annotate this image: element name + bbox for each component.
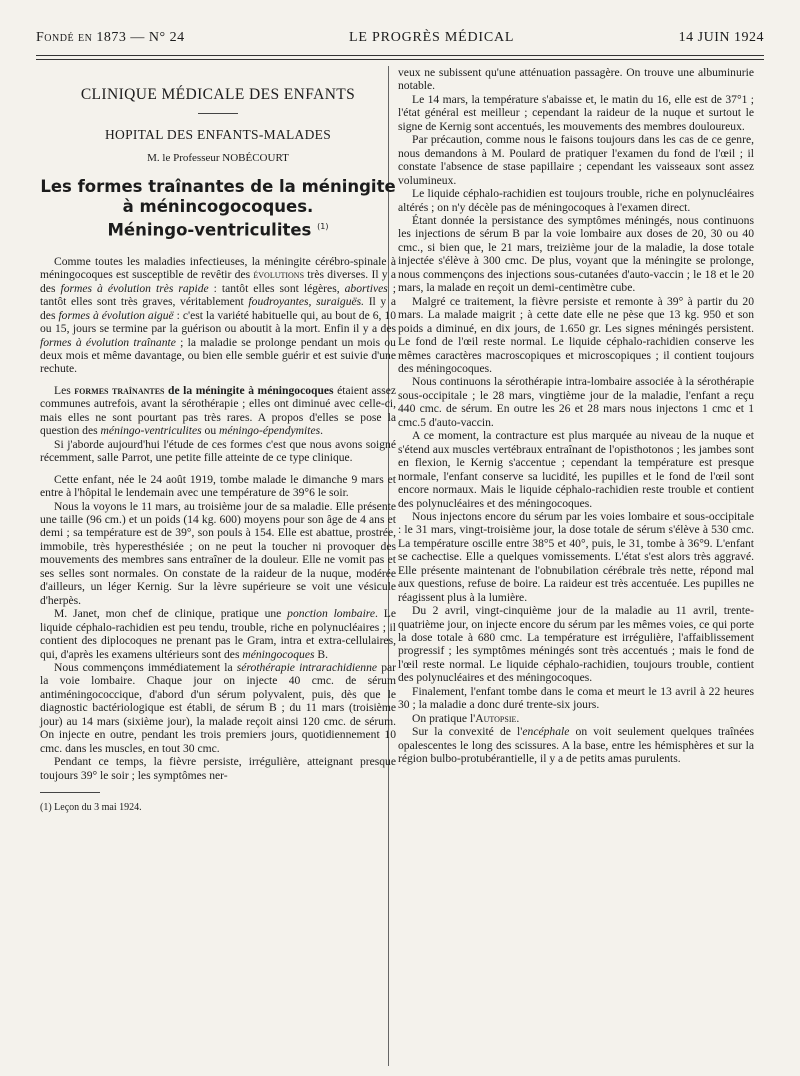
paragraph: A ce moment, la contracture est plus marquée au niveau de la nuque et s'étend aux muscles vertébraux entraînant de l'opisthotonos ; les jambes sont en flexion, le Kernig s'accentue ; cependant la température est presque normale, l'enfant conserve sa lucidité, les pupilles et le fond de l'œil sont encore normaux. Mais le liquide céphalo-rachidien reste trouble et contient des polynucléaires et des méningocoques.: [398, 429, 754, 510]
paragraph: Le liquide céphalo-rachidien est toujours trouble, riche en polynucléaires altérés ; on n'y décèle pas de méningocoques à l'examen direct.: [398, 187, 754, 214]
hospital-heading: HOPITAL DES ENFANTS-MALADES: [104, 127, 332, 143]
footnote: (1) Leçon du 3 mai 1924.: [40, 802, 142, 814]
paragraph: Par précaution, comme nous le faisons toujours dans les cas de ce genre, nous demandons à M. Poulard de pratiquer l'examen du fond de l'œil ; il constate l'absence de stase papillaire ; cependant les vaisseaux sont assez volumineux.: [398, 133, 754, 187]
left-column: [40, 66, 396, 815]
paragraph: Finalement, l'enfant tombe dans le coma et meurt le 13 avril à 22 heures 30 ; la maladie a donc duré trente-six jours.: [398, 684, 754, 712]
paragraph: On pratique l'Autopsie.: [412, 711, 520, 725]
running-header: [36, 30, 764, 52]
paragraph: Nous la voyons le 11 mars, au troisième jour de sa maladie. Elle présente une taille (96 cm.) et un poids (14 kg. 600) moyens pour son âge de 4 ans et demi ; sa température est de 39°, son pouls à 154. Elle est abattue, prostrée, immobile, très hyperesthésiée ; on ne peut la toucher ni provoquer des mouvements des membres sans entraîner de la douleur. Elle ne vomit pas et ses selles sont normales. On constate de la raideur de la nuque, modérée d'ailleurs, un léger Kernig. Sur la lèvre supérieure se voit une vésicule d'herpès.: [40, 499, 396, 607]
header-date: 14 JUIN 1924: [678, 30, 764, 45]
article-title-line2: à ménincogocoques.: [122, 197, 314, 217]
header-rule-top: [36, 55, 764, 56]
author-name: NOBÉCOURT: [222, 151, 289, 164]
paragraph: Nous commençons immédiatement la sérothérapie intrarachidienne par la voie lombaire. Chaque jour on injecte 40 cmc. de sérum antiméningococcique, d'abord d'un sérum polyvalent, puis, dès que le diagnostic bactériologique est établi, de sérum B ; du 11 mars (troisième jour) au 14 mars (sixième jour), la malade reçoit ainsi 120 cmc. de sérum. On injecte en outre, pendant les trois premiers jours, quotidiennement 10 cmc. dans les muscles, en tout 30 cmc.: [40, 661, 397, 755]
paragraph: Malgré ce traitement, la fièvre persiste et remonte à 39° à partir du 20 mars. La malade maigrit ; à cette date elle ne pèse que 13 kg. 950 et son poids a diminué, en dix jours, de 1.650 gr. Les signes méningés persistent. Le fond de l'œil reste normal. Le liquide céphalo-rachidien conserve les mêmes caractères macroscopiques et microscopiques ; il contient toujours des méningocoques.: [398, 294, 754, 375]
paragraph: Sur la convexité de l'encéphale on voit seulement quelques traînées opalescentes le long des scissures. A la base, entre les hémisphères et sur la région bulbo-protubérantielle, il y a de petits amas purulents.: [398, 725, 754, 766]
clinic-heading: CLINIQUE MÉDICALE DES ENFANTS: [80, 86, 356, 103]
paragraph: Cette enfant, née le 24 août 1919, tombe malade le dimanche 9 mars et entre à l'hôpital le lendemain avec une température de 39°6 le soir.: [40, 472, 396, 500]
heading-rule: [198, 113, 238, 114]
header-founded: Fondé en 1873 — N° 24: [36, 30, 185, 45]
paragraph: Les formes traînantes de la méningite à méningocoques étaient assez communes autrefois, avant la sérothérapie ; elles ont diminué avec celle-ci, mais elles ne sont pourtant pas très rares. A propos d'elles se pose la question des méningo-ventriculites ou méningo-épendymites.: [40, 383, 396, 438]
right-column: [398, 66, 754, 766]
paragraph: Comme toutes les maladies infectieuses, la méningite cérébro-spinale à méningocoques est susceptible de revêtir des évolutions très diverses. Il y a des formes à évolution très rapide : tantôt elles sont légères, abortives ; tantôt elles sont très graves, véritablement foudroyantes, suraiguës. Il y a des formes à évolution aiguë : c'est la variété habituelle qui, au bout de 6, 10 ou 15, jours se termine par la guérison ou aboutit à la mort. Enfin il y a des formes à évolution traînante ; la maladie se prolonge pendant un mois ou deux mois et même davantage, ou bien elle semble guérir et est suivie d'une rechute.: [40, 254, 397, 376]
paragraph: Étant donnée la persistance des symptômes méningés, nous continuons les injections de sérum B par la voie lombaire aux doses de 20, 30 ou 40 cmc., si bien que, le 21 mars, treizième jour de la maladie, la dose totale injectée s'élève à 300 cmc. De plus, voyant que la méningite se prolonge, nous commençons des injections sous-cutanées d'auto-vaccin ; le 18 et le 20 mars, la malade en reçoit un demi-centimètre cube.: [398, 213, 754, 295]
footnote-rule: [40, 792, 100, 793]
article-title-line1: Les formes traînantes de la méningite: [40, 177, 396, 197]
paragraph: M. Janet, mon chef de clinique, pratique une ponction lombaire. Le liquide céphalo-rachidien est peu tendu, trouble, riche en polynucléaires ; il contient des diplocoques ne prenant pas le Gram, intra et extra-cellulaires, qui, d'après les examens ultérieurs sont des méningocoques B.: [40, 607, 397, 661]
paragraph: Du 2 avril, vingt-cinquième jour de la maladie au 11 avril, trente-quatrième jour, on injecte encore du sérum par les mêmes voies, ce qui porte la dose totale à 680 cmc. La température est irrégulière, l'affaiblissement progressif ; les symptômes méningés sont très accentués ; mais le fond de l'œil reste normal. Le liquide céphalo-rachidien, toujours trouble, contient des polynucléaires et des méningocoques.: [398, 604, 754, 685]
paragraph: Nous injectons encore du sérum par les voies lombaire et sous-occipitale : le 31 mars, vingt-troisième jour, la dose totale de sérum s'élève à 530 cmc. La température oscille entre 38°5 et 40°, puis, le 31, tombe à 36°9. L'enfant se cachectise. Elle a quelques vomissements. L'état s'est alors très aggravé. Elle présente maintenant de l'obnubilation cérébrale très nette, répond mal aux questions, refuse de boire. La raideur est très accentuée. Les pupilles ne réagissent plus à la lumière.: [398, 509, 754, 604]
paragraph: Le 14 mars, la température s'abaisse et, le matin du 16, elle est de 37°1 ; l'état général est meilleur ; cependant la raideur de la nuque et surtout le signe de Kernig sont accentués, les mouvements des membres douloureux.: [398, 92, 754, 133]
header-journal-title: LE PROGRÈS MÉDICAL: [348, 30, 515, 45]
paragraph: Pendant ce temps, la fièvre persiste, irrégulière, atteignant presque toujours 39° le soir ; les symptômes ner-: [40, 755, 396, 782]
header-rule-bottom: [36, 59, 764, 60]
author-line: [40, 152, 396, 165]
author-prefix: M. le Professeur: [147, 151, 220, 164]
paragraph: veux ne subissent qu'une atténuation passagère. On trouve une albuminurie notable.: [398, 66, 754, 93]
article-title-line3: Méningo-ventriculites $^{(1)}$: [107, 220, 329, 240]
paragraph: Si j'aborde aujourd'hui l'étude de ces formes c'est que nous avons soigné récemment, salle Parrot, une petite fille atteinte de ce type clinique.: [40, 437, 396, 465]
paragraph: Nous continuons la sérothérapie intra-lombaire associée à la sérothérapie sous-occipitale ; le 28 mars, vingtième jour de la maladie, l'enfant a reçu 440 cmc. de sérum. En outre les 26 et 28 mars nous injectons 1 cmc et 1 cmc.5 d'auto-vaccin.: [398, 375, 754, 429]
title-footnote-ref: (1): [317, 222, 329, 232]
